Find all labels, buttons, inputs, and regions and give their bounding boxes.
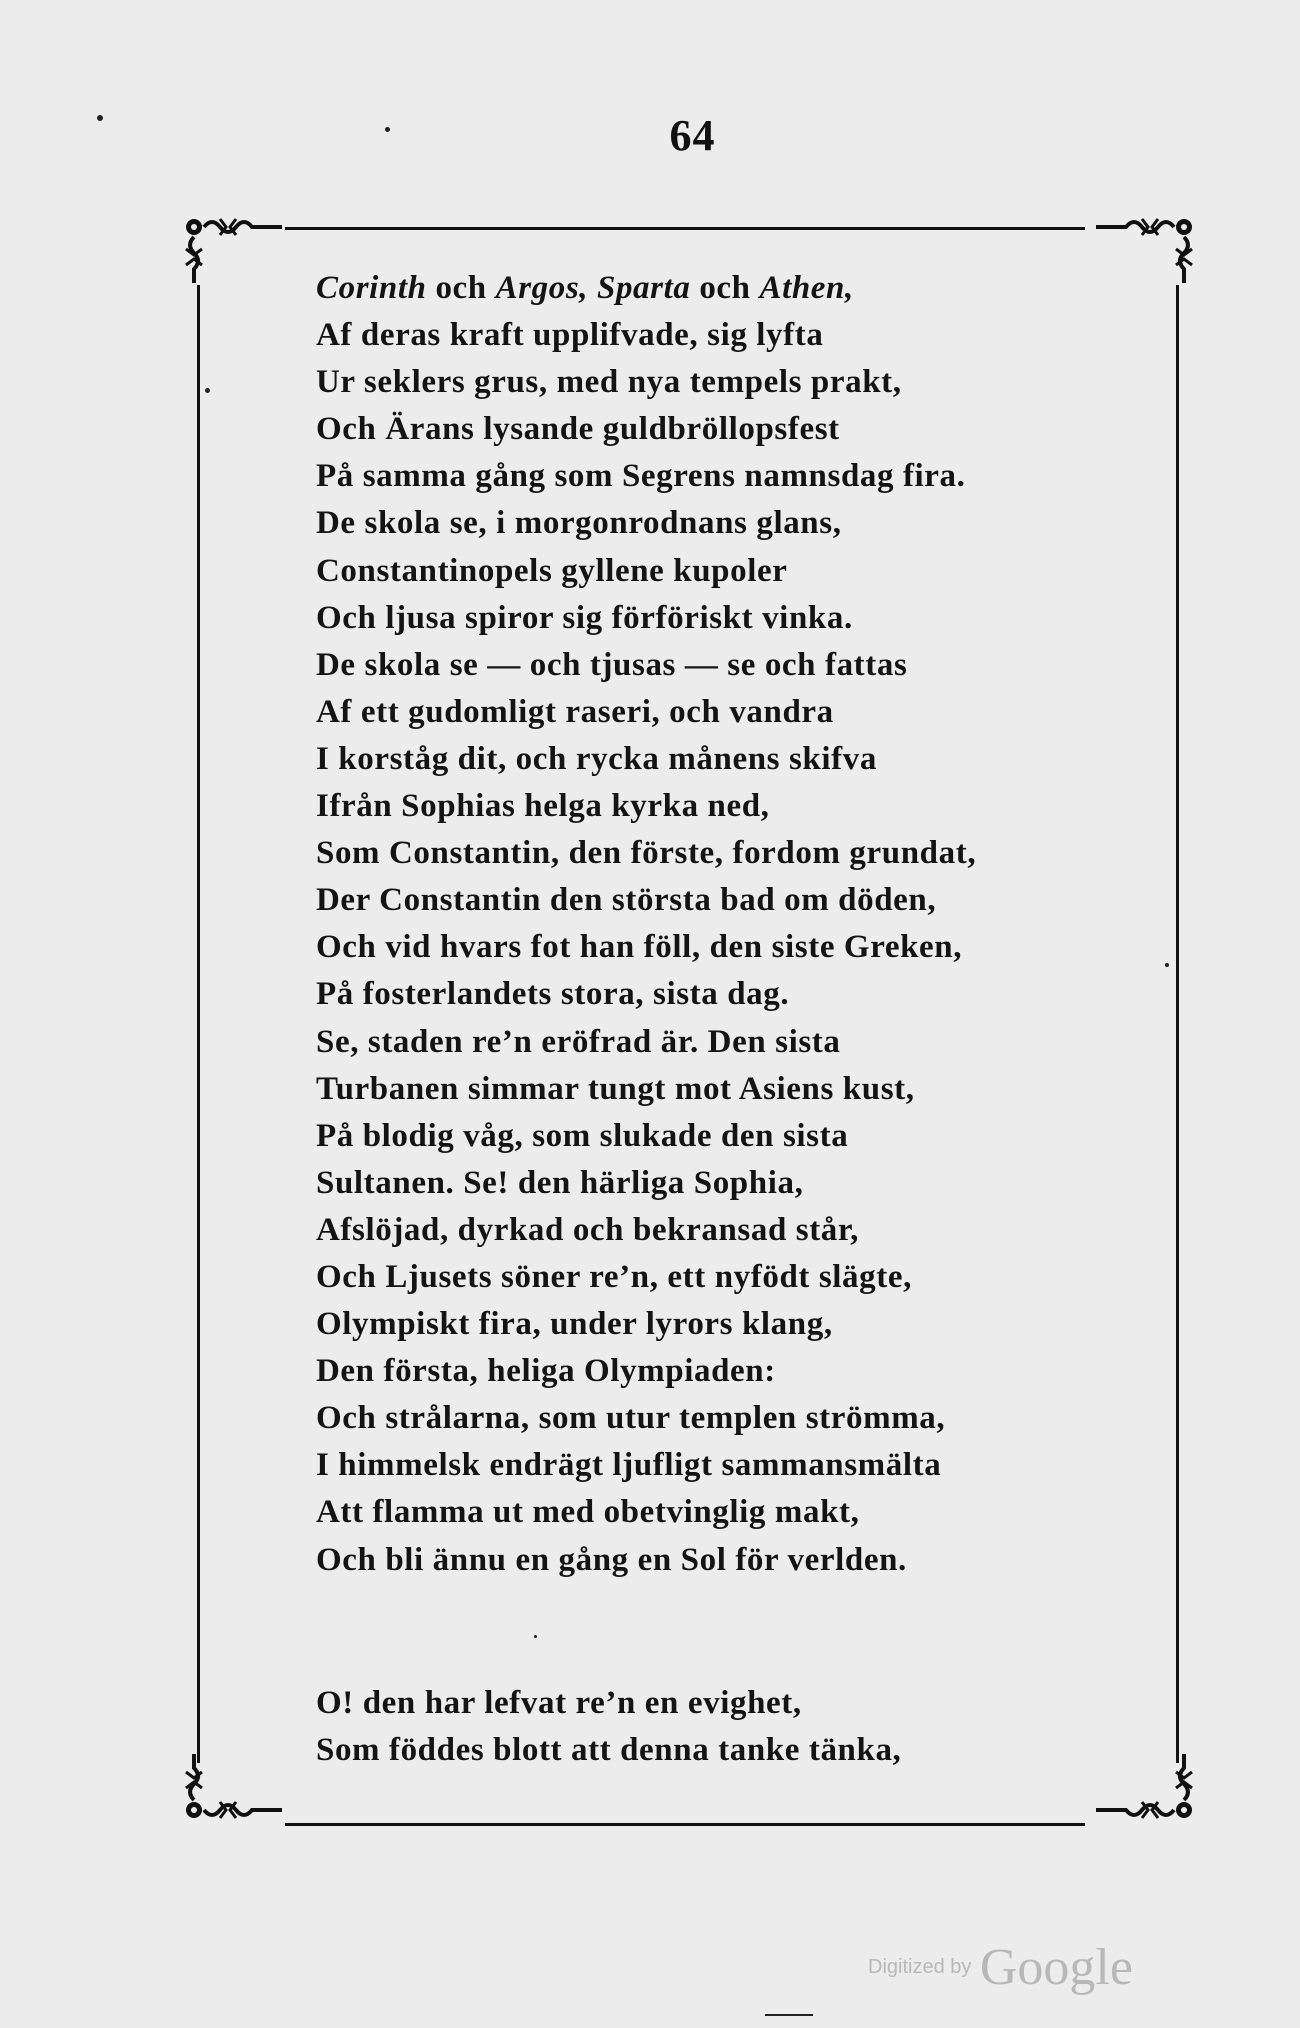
verse-line <box>316 1113 1156 1160</box>
text-segment: Att flamma ut med obetvinglig makt, <box>316 1494 860 1531</box>
verse-line <box>316 312 1156 359</box>
verse-line <box>316 1395 1156 1442</box>
corner-ornament-icon <box>180 205 290 285</box>
verse-line <box>316 689 1156 736</box>
verse-line <box>316 359 1156 406</box>
text-segment: Af ett gudomligt raseri, och vandra <box>316 693 834 730</box>
verse-line: O! den har lefvat re’n en evighet, <box>316 1685 802 1721</box>
text-segment: Och strålarna, som utur templen strömma, <box>316 1400 946 1437</box>
verse-line <box>316 1207 1156 1254</box>
frame-bottom-rule <box>285 1823 1085 1826</box>
text-segment: Ifrån Sophias helga kyrka ned, <box>316 788 770 825</box>
watermark-brand: Google <box>979 1939 1133 1996</box>
watermark-prefix: Digitized by <box>868 1956 972 1978</box>
text-segment: Och bli ännu en gång en Sol för verlden. <box>316 1541 907 1578</box>
text-segment: Afslöjad, dyrkad och bekransad står, <box>316 1211 859 1248</box>
verse-line <box>316 1537 1156 1584</box>
verse-line <box>316 1442 1156 1489</box>
verse-line <box>316 595 1156 642</box>
verse-line <box>316 500 1156 547</box>
verse-line <box>316 1254 1156 1301</box>
text-segment: I korståg dit, och rycka månens skifva <box>316 740 877 777</box>
verse-line <box>316 877 1156 924</box>
text-segment: Och ljusa spiror sig förföriskt vinka. <box>316 599 853 636</box>
text-segment: Som Constantin, den förste, fordom grundat, <box>316 835 977 872</box>
scan-speck <box>534 1635 537 1638</box>
verse-line <box>316 971 1156 1018</box>
text-segment: Den första, heliga Olympiaden: <box>316 1353 776 1390</box>
verse-line <box>316 548 1156 595</box>
text-segment: Ur seklers grus, med nya tempels prakt, <box>316 364 902 401</box>
verse-line <box>316 1301 1156 1348</box>
verse-line <box>316 406 1156 453</box>
italic-segment: Argos, Sparta <box>495 270 691 306</box>
verse-line <box>316 1489 1156 1536</box>
verse-line <box>316 453 1156 500</box>
corner-ornament-icon <box>180 1752 290 1832</box>
frame-right-rule <box>1176 285 1179 1763</box>
frame-left-rule <box>197 285 200 1763</box>
verse-line <box>316 1348 1156 1395</box>
text-segment: På blodig våg, som slukade den sista <box>316 1117 849 1154</box>
text-segment: Olympiskt fira, under lyrors klang, <box>316 1306 833 1343</box>
digitized-by-google-watermark <box>868 1938 1133 1997</box>
text-segment: Af deras kraft upplifvade, sig lyfta <box>316 317 824 354</box>
scan-speck <box>1165 963 1169 967</box>
verse-line <box>316 1066 1156 1113</box>
frame-top-rule <box>285 227 1085 230</box>
text-segment: Constantinopels gyllene kupoler <box>316 552 788 589</box>
text-segment: Och vid hvars fot han föll, den siste Greken, <box>316 929 963 966</box>
text-segment: Och Ärans lysande guldbröllopsfest <box>316 411 840 448</box>
text-segment: De skola se — och tjusas — se och fattas <box>316 646 908 683</box>
text-segment: och <box>690 270 760 306</box>
italic-segment: Athen, <box>759 270 854 306</box>
text-segment: Sultanen. Se! den härliga Sophia, <box>316 1164 804 1201</box>
poem-stanza-2 <box>316 1680 1156 1774</box>
bottom-rule <box>765 2014 813 2016</box>
text-segment: På samma gång som Segrens namnsdag fira. <box>316 458 966 495</box>
verse-line <box>316 1019 1156 1066</box>
text-segment: Och Ljusets söner re’n, ett nyfödt slägte, <box>316 1258 912 1295</box>
verse-line <box>316 736 1156 783</box>
text-segment: Turbanen simmar tungt mot Asiens kust, <box>316 1070 915 1107</box>
verse-line <box>316 265 1156 312</box>
verse-line <box>316 783 1156 830</box>
verse-line <box>316 642 1156 689</box>
scan-speck <box>205 388 210 393</box>
scan-speck <box>385 127 390 132</box>
text-segment: På fosterlandets stora, sista dag. <box>316 976 790 1013</box>
text-segment: I himmelsk endrägt ljufligt sammansmälta <box>316 1447 942 1484</box>
verse-line <box>316 1160 1156 1207</box>
verse-line <box>316 830 1156 877</box>
page-number: 64 <box>669 111 716 160</box>
scan-speck <box>97 115 103 121</box>
verse-line: Som föddes blott att denna tanke tänka, <box>316 1732 902 1769</box>
text-segment: och <box>426 270 496 306</box>
italic-segment: Corinth <box>316 270 427 306</box>
text-segment: Se, staden re’n eröfrad är. Den sista <box>316 1023 841 1060</box>
text-segment: De skola se, i morgonrodnans glans, <box>316 505 842 542</box>
text-segment: Der Constantin den största bad om döden, <box>316 882 937 919</box>
poem-stanza-1 <box>316 265 1156 1584</box>
verse-line <box>316 924 1156 971</box>
